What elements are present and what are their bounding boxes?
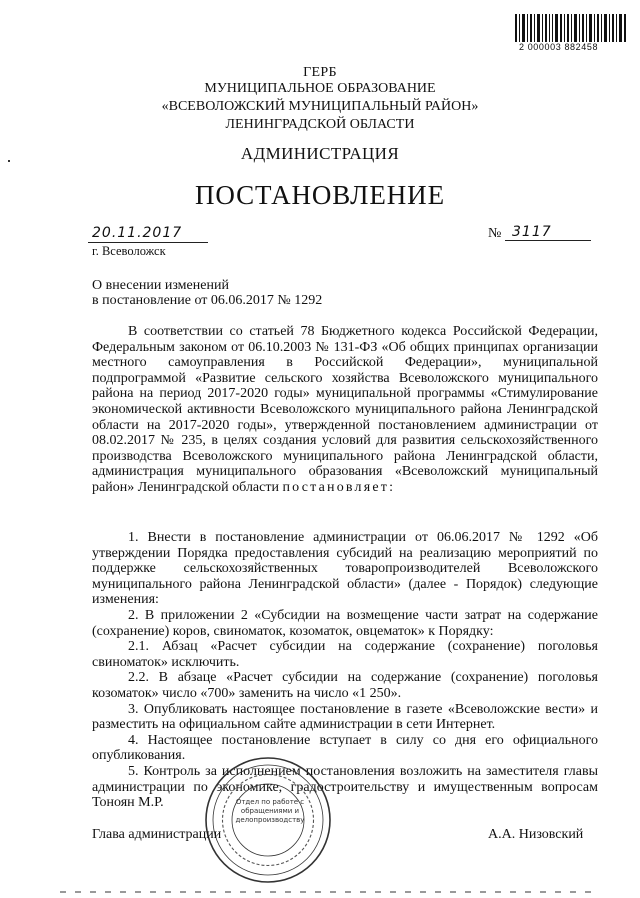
resolution-items [92,530,598,811]
emblem-label: ГЕРБ [303,65,337,80]
resolution-item: 4. Настоящее постановление вступает в силу со дня его официального опубликования. [92,732,598,764]
stamp-text: Отдел по работе с обращениями и делопроизводству [235,798,305,824]
subject-line-2: в постановление от 06.06.2017 № 1292 [92,293,323,308]
signatory-role: Глава администрации [92,827,222,842]
subject-line-1: О внесении изменений [92,278,229,293]
city-label: г. Всеволожск [92,244,166,258]
resolution-item: 3. Опубликовать настоящее постановление в газете «Всеволожские вести» и разместить на официальном сайте администрации в сети Интернет. [92,701,598,733]
document-type-title: ПОСТАНОВЛЕНИЕ [195,180,445,210]
handwritten-number: 3117 [512,224,552,240]
resolution-item: 1. Внести в постановление администрации от 06.06.2017 № 1292 «Об утверждении Порядка предоставления субсидий на реализацию мероприятий по поддержке сельскохозяйственных товаропроизводителей Всеволожского муниципального района Ленинградской области» (далее - Порядок) следующие изменения: [92,530,598,608]
org-line-2: «ВСЕВОЛОЖСКИЙ МУНИЦИПАЛЬНЫЙ РАЙОН» [161,99,479,114]
org-line-1: МУНИЦИПАЛЬНОЕ ОБРАЗОВАНИЕ [204,81,436,96]
barcode-number: 2 000003 882458 [519,42,599,52]
number-underline [505,240,591,241]
barcode-graphic [515,14,627,42]
preamble-paragraph [92,324,598,496]
handwritten-date: 20.11.2017 [92,225,183,241]
signatory-name: А.А. Низовский [488,827,584,842]
resolution-item: 2.2. В абзаце «Расчет субсидии на содержание (сохранение) поголовья козоматок» число «700» заменить на число «1 250». [92,670,598,701]
org-line-3: ЛЕНИНГРАДСКОЙ ОБЛАСТИ [225,117,415,132]
preamble-text: В соответствии со статьей 78 Бюджетного кодекса Российской Федерации, Федеральным законом от 06.10.2003 № 131-ФЗ «Об общих принципах организации местного самоуправления в Российской Федерации», муниципальной подпрограммой «Развитие сельского хозяйства Всеволожского муниципального района на период 2017-2020 годы» муниципальной программы «Стимулирование экономической активности Всеволожского муниципального района Ленинградской области на 2017-2020 годы», утвержденной постановлением администрации от 08.02.2017 № 235, в целях создания условий для развития сельскохозяйственного производства Всеволожского муниципального района Ленинградской области, администрация муниципального образования «Всеволожский муниципальный район» Ленинградской области [92,324,598,495]
resolution-item: 2. В приложении 2 «Субсидии на возмещение части затрат на содержание (сохранение) коров, свиноматок, козоматок, овцематок» к Порядку: [92,607,598,639]
resolves-word: постановляет: [282,479,396,495]
resolution-item: 2.1. Абзац «Расчет субсидии на содержание (сохранение) поголовья свиноматок» исключить. [92,639,598,670]
resolution-item: 5. Контроль за исполнением постановления возложить на заместителя главы администрации по экономике, градостроительству и имущественным вопросам Тоноян М.Р. [92,763,598,811]
scan-footer-noise [0,884,640,898]
organization-name [0,80,640,134]
administration-title: АДМИНИСТРАЦИЯ [240,144,400,163]
scan-artifact [8,160,10,162]
date-underline [88,242,208,243]
number-label: № [488,226,502,241]
document-subject [92,278,322,308]
